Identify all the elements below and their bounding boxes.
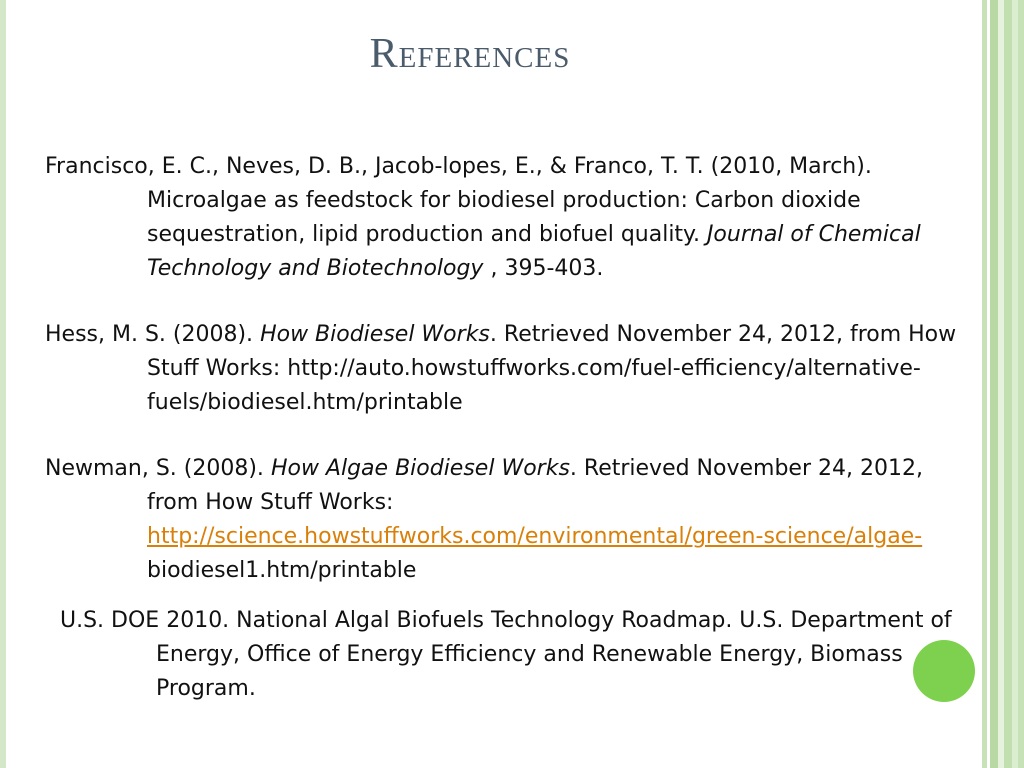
reference-us-doe: U.S. DOE 2010. National Algal Biofuels Technology Roadmap. U.S. Department of Energy, Office of Energy Efficiency and Renewable Energy, Biomass Program. bbox=[60, 608, 952, 701]
reference-work-title: How Algae Biodiesel Works bbox=[270, 456, 570, 481]
reference-hess bbox=[45, 318, 975, 420]
reference-authors: Hess, M. S. (2008). bbox=[45, 322, 254, 347]
reference-retrieved: . Retrieved November 24, 2012, from How Stuff Works: http://auto.howstuffworks.com/fuel-efficiency/alternative-fuels/biodiesel.htm/printable bbox=[147, 322, 957, 415]
reference-url-link[interactable]: http://science.howstuffworks.com/environmental/green-science/algae- bbox=[147, 524, 923, 549]
slide-left-border bbox=[0, 0, 6, 768]
slide-right-border bbox=[978, 0, 1024, 768]
reference-pages: , 395-403. bbox=[490, 256, 604, 281]
reference-retrieved: . Retrieved November 24, 2012, from How Stuff Works: bbox=[147, 456, 923, 515]
reference-article: Microalgae as feedstock for biodiesel production: Carbon dioxide sequestration, lipid production and biofuel quality. bbox=[147, 188, 861, 247]
reference-francisco bbox=[45, 150, 975, 286]
reference-authors: Newman, S. (2008). bbox=[45, 456, 264, 481]
references-list bbox=[45, 150, 975, 588]
decorative-green-circle bbox=[913, 640, 975, 702]
reference-journal: Journal of Chemical Technology and Biotechnology bbox=[147, 222, 921, 281]
reference-url-tail: biodiesel1.htm/printable bbox=[147, 558, 417, 583]
slide-title: References bbox=[369, 31, 571, 77]
reference-authors: Francisco, E. C., Neves, D. B., Jacob-lopes, E., & Franco, T. T. (2010, March). bbox=[45, 154, 872, 179]
reference-work-title: How Biodiesel Works bbox=[260, 322, 490, 347]
reference-newman bbox=[45, 452, 975, 588]
